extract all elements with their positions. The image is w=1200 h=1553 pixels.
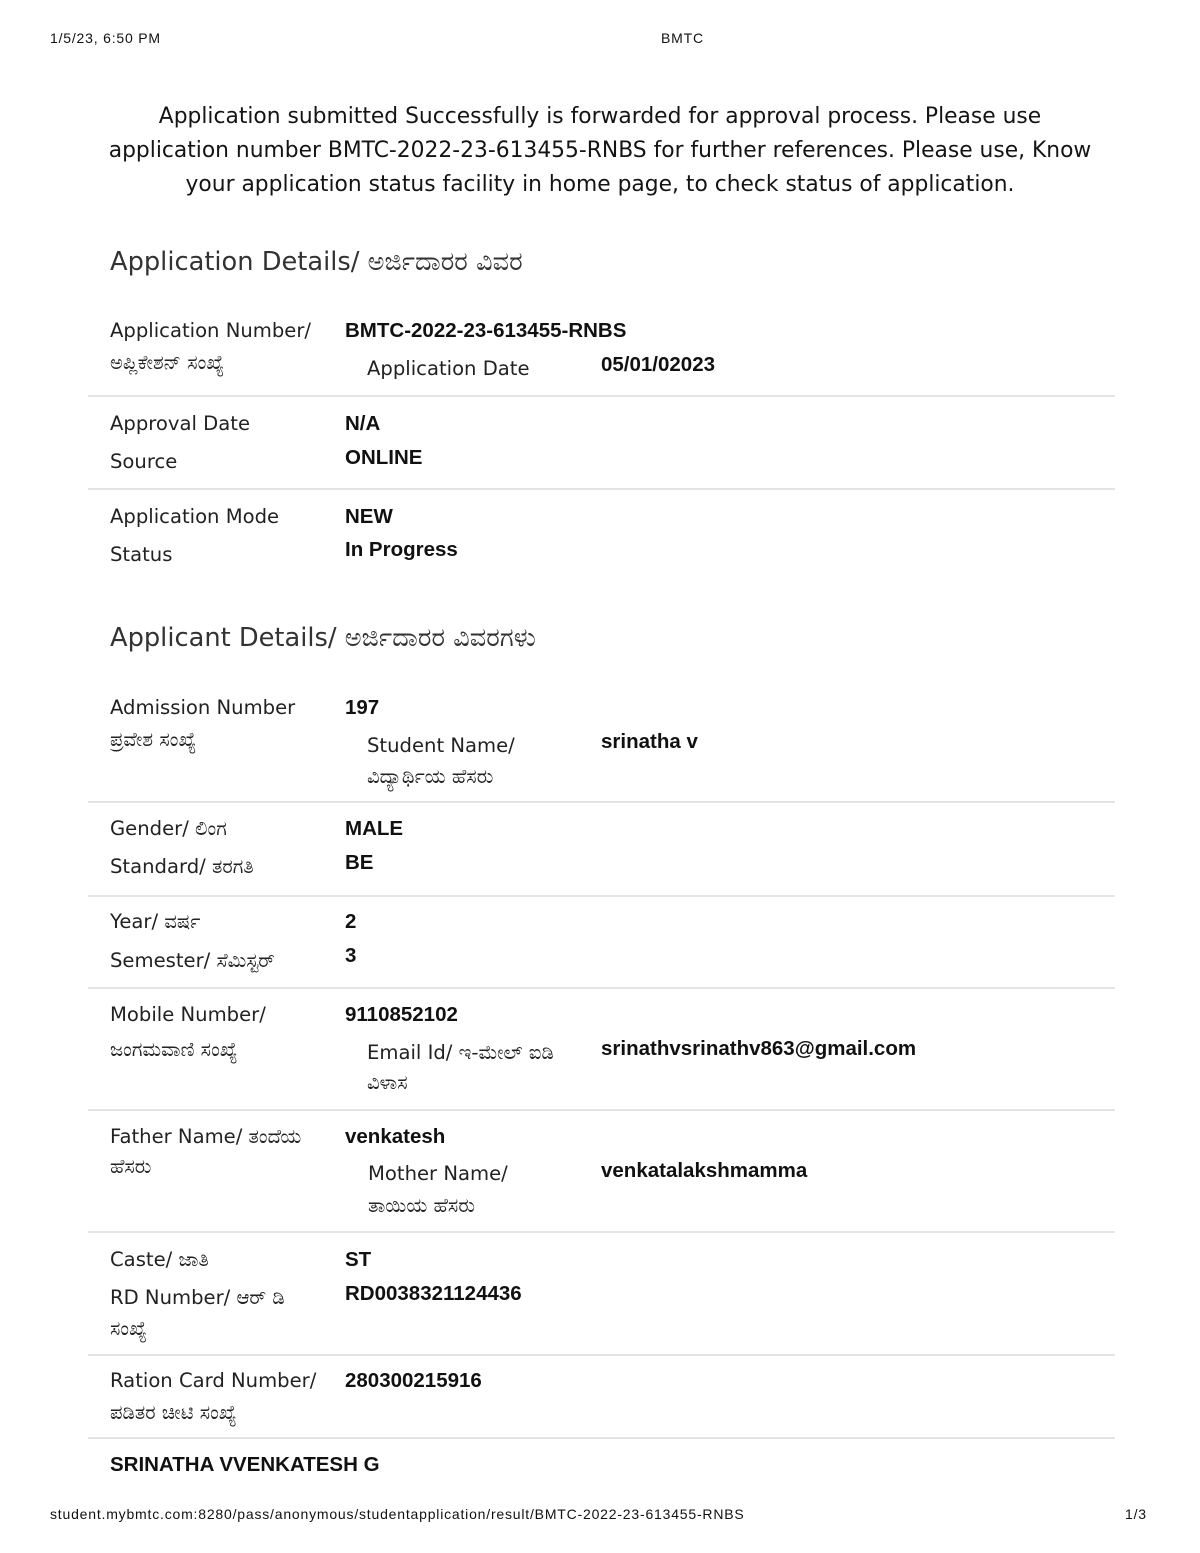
- field-label: Student Name/: [367, 734, 515, 757]
- field-label: ವಿಳಾಸ: [367, 1071, 408, 1094]
- field-label: Source: [110, 450, 178, 473]
- field-value: BE: [345, 851, 374, 874]
- field-value: 9110852102: [345, 1003, 458, 1026]
- print-title: BMTC: [661, 30, 704, 46]
- row-divider: [88, 395, 1115, 397]
- field-value: NEW: [345, 505, 393, 528]
- field-value: 3: [345, 944, 357, 967]
- print-url: student.mybmtc.com:8280/pass/anonymous/studentapplication/result/BMTC-2022-23-613455-RNBS: [50, 1506, 745, 1522]
- field-value: BMTC-2022-23-613455-RNBS: [345, 319, 627, 342]
- field-label: Application Number/: [110, 319, 312, 342]
- field-label: ವಿದ್ಯಾರ್ಥಿಯ ಹೆಸರು: [367, 765, 494, 788]
- field-value: 197: [345, 696, 380, 719]
- field-value: srinatha v: [601, 730, 698, 753]
- success-message-line: application number BMTC-2022-23-613455-RNBS for further references. Please use, Know: [108, 138, 1092, 163]
- field-label: ಜಂಗಮವಾಣಿ ಸಂಖ್ಯೆ: [110, 1038, 238, 1061]
- field-value: MALE: [345, 817, 404, 840]
- field-label: ಅಪ್ಲಿಕೇಶನ್ ಸಂಖ್ಯೆ: [110, 351, 225, 374]
- section-heading-applicant-details: Applicant Details/ ಅರ್ಜಿದಾರರ ವಿವರಗಳು: [110, 623, 536, 653]
- field-label: Ration Card Number/: [110, 1369, 317, 1392]
- row-divider: [88, 1231, 1115, 1233]
- field-value: RD0038321124436: [345, 1282, 522, 1305]
- row-divider: [88, 1354, 1115, 1356]
- field-value: ST: [345, 1248, 372, 1271]
- field-label: Year/ ವರ್ಷ: [110, 910, 201, 933]
- success-message-line: your application status facility in home page, to check status of application.: [185, 172, 1015, 197]
- field-label: RD Number/ ಆರ್ ಡಿ: [110, 1286, 285, 1309]
- field-label: ಪಡಿತರ ಚೀಟಿ ಸಂಖ್ಯೆ: [110, 1401, 237, 1424]
- row-divider: [88, 895, 1115, 897]
- field-label: Email Id/ ಇ-ಮೇಲ್ ಐಡಿ: [367, 1041, 554, 1064]
- field-label: Approval Date: [110, 412, 250, 435]
- field-label: Father Name/ ತಂದೆಯ: [110, 1125, 302, 1148]
- field-label: ಪ್ರವೇಶ ಸಂಖ್ಯೆ: [110, 728, 197, 751]
- field-value: 280300215916: [345, 1369, 482, 1392]
- field-label: Application Date: [367, 357, 530, 380]
- field-value: 2: [345, 910, 357, 933]
- field-value: 05/01/02023: [601, 353, 716, 376]
- field-label: Mother Name/: [368, 1162, 508, 1185]
- row-divider: [88, 1109, 1115, 1111]
- field-label: Standard/ ತರಗತಿ: [110, 855, 254, 878]
- page-number: 1/3: [1125, 1506, 1147, 1522]
- status-value: In Progress: [345, 538, 458, 561]
- field-label: Mobile Number/: [110, 1003, 266, 1026]
- success-message: [0, 100, 1200, 202]
- field-value: venkatesh: [345, 1125, 446, 1148]
- field-label: ಹೆಸರು: [110, 1155, 152, 1178]
- section-heading-application-details: Application Details/ ಅರ್ಜಿದಾರರ ವಿವರ: [110, 247, 523, 277]
- row-divider: [88, 488, 1115, 490]
- row-divider: [88, 801, 1115, 803]
- field-label: Caste/ ಜಾತಿ: [110, 1248, 209, 1271]
- print-datetime: 1/5/23, 6:50 PM: [50, 30, 161, 46]
- field-label: ಸಂಖ್ಯೆ: [110, 1317, 147, 1340]
- row-divider: [88, 987, 1115, 989]
- field-label: ತಾಯಿಯ ಹೆಸರು: [368, 1194, 475, 1217]
- field-value: ONLINE: [345, 446, 423, 469]
- field-label: Gender/ ಲಿಂಗ: [110, 817, 227, 840]
- field-value: srinathvsrinathv863@gmail.com: [601, 1037, 917, 1060]
- applicant-full-name: SRINATHA VVENKATESH G: [110, 1453, 380, 1476]
- row-divider: [88, 1437, 1115, 1439]
- field-value: N/A: [345, 412, 381, 435]
- field-value: venkatalakshmamma: [601, 1159, 808, 1182]
- field-label: Application Mode: [110, 505, 280, 528]
- field-label: Status: [110, 543, 173, 566]
- field-label: Semester/ ಸೆಮಿಸ್ಟರ್: [110, 949, 275, 972]
- success-message-line: Application submitted Successfully is forwarded for approval process. Please use: [158, 104, 1042, 129]
- field-label: Admission Number: [110, 696, 296, 719]
